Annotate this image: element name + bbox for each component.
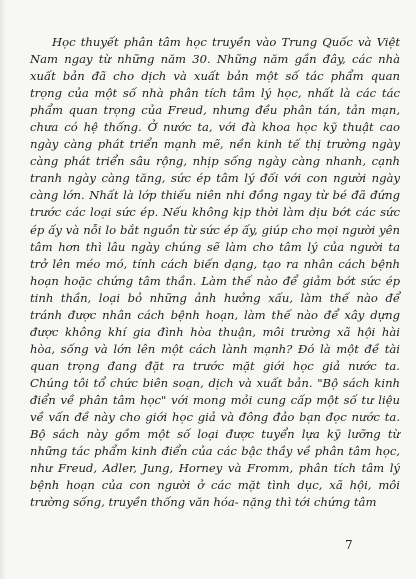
text-line: trước các loại sức ép. Nếu không kịp thời làm dịu bớt các sức <box>30 205 400 220</box>
text-line: Học thuyết phân tâm học truyền vào Trung Quốc và Việt <box>52 35 400 49</box>
text-line: càng phát triển sâu rộng, nhịp sống ngày càng nhanh, cạnh <box>30 154 400 169</box>
text-line: được không khí gia đình hòa thuận, môi trường xã hội hài <box>30 324 400 339</box>
text-line: hoạn hoặc chứng tâm thần. Làm thế nào để giảm bớt sức ép <box>30 273 400 288</box>
text-line: ngày càng phát triển mạnh mẽ, nền kinh tế thị trường ngày <box>30 137 400 152</box>
text-line: về vấn đề này cho giới học giả và đông đảo bạn đọc nước ta. <box>30 410 400 425</box>
text-line: quan trọng đang đặt ra trước mặt giới học giả nước ta. <box>30 358 400 373</box>
text-line: phẩm quan trọng của Freud, nhưng đều phân tán, tản mạn, <box>30 103 400 118</box>
text-line: bệnh hoạn của con người ở các mặt tình dục, xã hội, môi <box>30 478 400 493</box>
page-number: 7 <box>345 538 353 552</box>
text-line: Nam ngay từ những năm 30. Những năm gần đây, các nhà <box>30 52 400 67</box>
text-line: ép ấy và nỗi lo bắt nguồn từ sức ép ấy, giúp cho mọi người yên <box>30 222 400 237</box>
text-line: chưa có hệ thống. Ở nước ta, với đà khoa học kỹ thuật cao <box>30 120 400 135</box>
text-line: tâm hơn thì lâu ngày chúng sẽ làm cho tâm lý của người ta <box>30 239 400 254</box>
page-edge-shadow <box>0 0 6 579</box>
body-text <box>30 34 400 511</box>
text-line: xuất bản đã cho dịch và xuất bản một số tác phẩm quan <box>30 69 400 84</box>
text-line: trường sống, truyền thống văn hóa- nặng thì tới chứng tâm <box>30 495 377 510</box>
text-line: tranh ngày càng tăng, sức ép tâm lý đối với con người ngày <box>30 171 400 186</box>
text-line: trọng của một số nhà phân tích tâm lý học, nhất là các tác <box>30 86 400 101</box>
text-line: trở lên méo mó, tính cách biến dạng, tạo ra nhân cách bệnh <box>30 256 400 271</box>
text-line: tránh được nhân cách bệnh hoạn, làm thế nào để xây dựng <box>30 307 400 322</box>
text-line: những tác phẩm kinh điển của các bậc thầy về phân tâm học, <box>30 444 400 459</box>
text-line: Chúng tôi tổ chức biên soạn, dịch và xuất bản. "Bộ sách kinh <box>30 375 400 390</box>
text-line: như Freud, Adler, Jung, Horney và Fromm, phân tích tâm lý <box>30 461 400 476</box>
text-line: hòa, sống và lớn lên một cách lành mạnh? Đó là một đề tài <box>30 341 400 356</box>
text-line: càng lớn. Nhất là lớp thiếu niên nhi đồng ngay từ bé đã đứng <box>30 188 400 203</box>
text-line: tinh thần, loại bỏ những ảnh hưởng xấu, làm thế nào để <box>30 290 400 305</box>
text-line: điển về phân tâm học" với mong mỏi cung cấp một số tư liệu <box>30 392 400 407</box>
text-line: Bộ sách này gồm một số loại được tuyển lựa kỹ lưỡng từ <box>30 427 400 442</box>
